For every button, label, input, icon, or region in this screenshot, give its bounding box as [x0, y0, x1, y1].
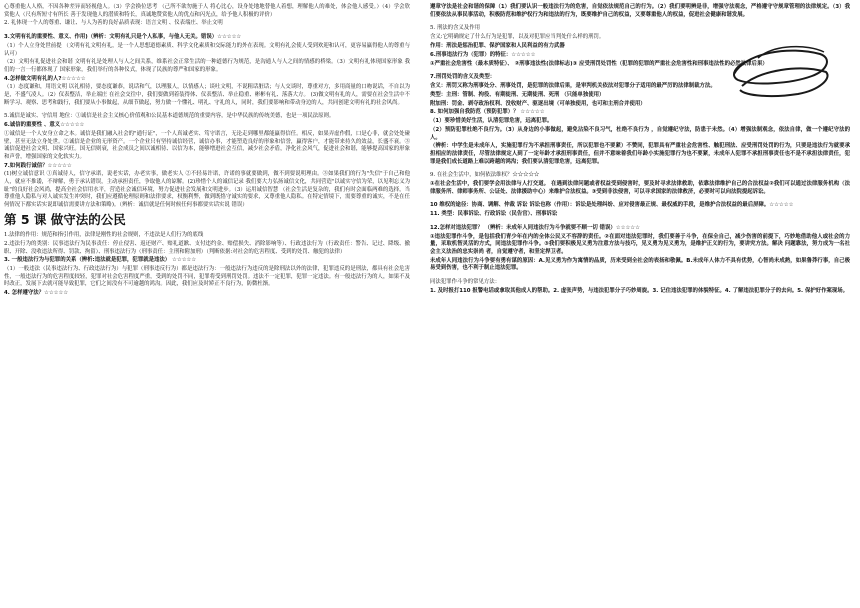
paragraph: 心尊重他人人格，不因各种差异而轻视他人。（3）学会换位思考 （己所不欲勿施于人 将心比心，设身处地地替他人着想，理解他人的难处，体会他人感受。）（4）学会欣赏他人（尺有所短寸有所长 善于发现他人的潜质和特长，真诚地赞赏他人的优点和闪光点，给予他人积极的评价） — [4, 4, 410, 18]
section-heading: 7.如何践行诚信？☆☆☆☆☆ — [4, 162, 72, 169]
paragraph: 2.违法行为的类别：民事违法行为民事责任：停止侵害、返还财产、赔礼道歉、支付违约金、赔偿损失、消除影响等）、行政违法行为（行政责任：警告、记过、降级、撤职、开除、没收违法所得、罚款、拘留）、刑事违法行为（刑事责任：主刑和附加刑）（判断依据:对社会的危害程度、受到的处罚、触犯的法律） — [4, 241, 410, 255]
paragraph: 遵章守法是社会和谐的保障（1）我们要认识一般违法行为的危害，自觉依法规范自己的行为。（2）我们要明辨是非，增强守法观念，严格遵守守规章管理的法律规定。（3）我们要依法从事民事活动，积极防范和维护权行为和违法的行为，既要维护自己的权益，又要尊重他人的权益，促进社会健康和谐发展。 — [430, 4, 850, 18]
paragraph: ①在社会生活中，我们要学会用法律与人打交道。 在遇到法律问题或者权益受到侵害时，要及时寻求法律救助，依靠法律维护自己的合法权益②我们可以通过法律服务机构（法律服务所、律师事务所、公证处、法律援助中心）来维护合法权益。③受到非法侵害，可以寻求国家的法律救济，必要时可以向法院提起诉讼。 — [430, 181, 850, 195]
paragraph: （1）要珍惜美好生活，认清犯罪危害，远离犯罪。 — [430, 118, 553, 125]
lesson-title: 第 5 课 做守法的公民 — [4, 212, 126, 228]
paragraph: 5.诚信是诚实、守信用 地位：①诚信是社会主义核心价值观和公民基本道德规范的重要内容，是中华民族的传统美德，也是一项民法原则。 — [4, 113, 335, 120]
section-heading: 7.刑罚处罚的含义及类型： — [430, 74, 496, 81]
paragraph: (1)树立诚信意识 ①真诚待人，信守承诺，说老实话，办老实事，做老实人 ②不轻易许诺，许诺的事就要做到，做不到要说明理由。③如果我们的行为"失信"于自己和他人，就应不推诿，不辩解，勇于承认错误，主动承担责任，争取他人的谅解。(2)珍惜个人的诚信记录 我们要大力弘扬诚信文化，共同营造"以诚实守信为荣，以见利忘义为耻"的良好社会风尚，提高全社会信用水平，营造社会诚信环境，努力促进社会发展和文明进步。（3）运用诚信智慧 （社会生活是复杂的，我们有时会面临两难的选择，当尊重他人隐私与对人诚实发生冲突时，我们应遵循伦理原则和法律要求，权衡利弊，做到既恪守诚实的要求，又尊重他人隐私。在特定情境下，需要尊重的诚实，不是在任何情况下都实话实说即诚信需要讲方法和策略)。（辨析：诚信就是任何时候任何事都要实话实说 错误） — [4, 171, 410, 208]
paragraph: （辨析：中学生是未成年人，实施犯罪行为不承担刑事责任，所以犯罪也不要紧）不赞同，犯罪具有严重社会危害性、触犯刑法、应受刑罚处罚的行为，只要是违法行为就要承担相应的法律责任，尽管法律规定人到了一定年龄才承担刑事责任，但并不意味着我们年龄小实施犯罪行为也不要紧，未成年人犯罪不承担刑事责任也不是不承担法律责任，犯罪是我们成长道路上难以跨越的鸿沟；我们要认清犯罪危害，远离犯罪。 — [430, 143, 850, 165]
paragraph: 10 维权的途径：协商、调解、仲裁 诉讼 诉讼也称（作用）：诉讼是处理纠纷、应对侵害最正规、最权威的手段，是维护合法权益的最后屏障。☆☆☆☆☆ — [430, 202, 794, 209]
paragraph: 2. 礼体现一个人的尊重、谦让、与人为善的良好品质表现：语言文明 、仪表端庄、举止文明 — [4, 20, 223, 27]
paragraph: 1.法律的作用：规范和指引作用，法律是刚性的社会规则，不违法是人们行为的底线 — [4, 232, 204, 239]
section-heading: 6.刑事违法行为（犯罪）的特征：☆☆☆☆☆ — [430, 51, 536, 58]
section-heading: 12.怎样对违法犯罪？ （辨析：未成年人同违法行为斗争就要不顾一切 错误）☆☆☆☆☆ — [430, 225, 640, 232]
section-heading: 4. 怎样遵守法？☆☆☆☆☆ — [4, 290, 69, 297]
paragraph: ①违法犯罪作斗争，是包括我们青少年在内的全体公民义不容辞的责任。②在面对违法犯罪时，我们要善于斗争，在保全自己，减少伤害的前提下，巧妙地借助他人或社会的力量，采取机智灵活的方式，同违法犯罪作斗争。③我们要积极见义勇为注意方法与技巧，见义勇为见义勇为，是维护正义的行为，要讲究方法。解决 问题靠法，努力成为一名社会主义法治的忠实崇尚 者，自觉遵守者，和坚定捍卫者。 — [430, 233, 850, 255]
paragraph: 作用：刑法是惩治犯罪、保护国家和人民利益的有力武器 — [430, 42, 565, 49]
paragraph: ①严重社会危害性（最本质特征）、 ②刑事违法性(法律标志)③ 应受刑罚处罚性（犯罪的犯罪的严重社会危害性和刑事违法性的必然法律后果） — [430, 60, 768, 67]
paragraph: （1）一般违法（民事违法行为、行政违法行为）与犯罪（刑事违反行为）都是违法行为：一般违法行为违反的是除刑法以外的法律，犯罪违反的是刑法，都具有社会危害性，一般违法行为的危害程度较轻，犯罪对社会危害程度严重，受到的处罚不同，犯罪将受到刑罚处罚。违法不一定犯罪，犯罪一定违法。有一般违法行为的人，如果不及时改正，发展下去就可能导致犯罪，它们之间没有不可逾越的鸿沟。因此，我们应及时矫正不良行为，防微杜渐。 — [4, 266, 410, 288]
section-heading: 6.诚信的重要性 、意义☆☆☆☆☆ — [4, 122, 85, 129]
section-heading: 8. 如何加强自我防范（预防犯罪）？ ☆☆☆☆☆ — [430, 109, 545, 116]
section-heading: 4.怎样做文明有礼的人?☆☆☆☆☆ — [4, 75, 86, 82]
paragraph: 11. 类型：民事诉讼、行政诉讼（民告官）、刑事诉讼 — [430, 211, 558, 218]
paragraph: ①诚信是一个人安身立命之本。诚信是我们融入社会的"通行证"，一个人真诚老实、笃守诺言，无论走到哪里都能赢得信任。相反，如果弄虚作假，口是心非，就会处处碰壁，甚至无法立身处世。②诚信是企业的无形资产。一个企业只有坚持诚信经营，诚信办事，才能塑造良好的形象和信誉，赢得客户，才能带来持久的效益，长盛不衰。③诚信促进社会文明、国家兴旺。国无信则衰，社会成员之间以诚相待、以信为本，能够增进社会互信，减少社会矛盾，净化社会风气，促进社会和谐，能够提高国家的形象和声誉，增强国家的文化软实力。 — [4, 131, 410, 160]
right-column — [430, 4, 850, 297]
paragraph: 1. 及时报打110 报警电话或拿取其他成人的帮助。2. 虚张声势，与违法犯罪分子巧妙周旋。3. 记住违法犯罪的体貌特征。4. 了解违法犯罪分子的去向。5. 保护好作案现场。 — [430, 287, 849, 294]
paragraph: （1）态度谦和，用语文明 以礼相待，要态度谦恭，说话和气，以理服人，以情感人；谈吐文明，不说粗话脏话；与人交谈时，尊重对方，多用商量的口吻说话，不自以为是，不盛气凌人。（2）仪表整洁，举止端庄 在社会交往中，我们要做到着装得体、仪表整洁、举止稳重、彬彬有礼、落落大方。 (3)做文明有礼的人，需要在社会生活中不断学习、观察、思考和践行，我们要从小事做起，从细节做起，努力做一个懂礼、明礼、守礼的人，同时，我们要影响和带动身边的人，共同创建文明有礼的社会风尚。 — [4, 84, 410, 106]
section-heading: 5. 刑法的含义及作用 — [430, 25, 480, 32]
paragraph: 未成年人同违法行为斗争要有勇有谋的原因：A.见义勇为作为寓情的品质，历来受到全社会的表扬和敬佩。B.未成年人体力不具有优势，心智尚未成熟，如果鲁莽行事，自己极易受到伤害，也不利于制止违法犯罪。 — [430, 257, 850, 272]
section-heading: 3. 一般违法行为与犯罪的关系（辨析:违法就是犯罪，犯罪就是违法） ☆☆☆☆☆ — [4, 257, 197, 264]
paragraph: 类型：主刑：管制、拘役、有期徒刑、无期徒刑、死刑 （只能单独使用） — [430, 91, 605, 98]
section-heading: 3.文明有礼的重要性、意义、作用)（辨析：文明有礼只是个人私事，与他人无关。错误）☆☆☆☆☆ — [4, 34, 242, 41]
section-heading: 9. 在社会生活中，如何依法维权？☆☆☆☆☆ — [430, 172, 540, 179]
paragraph: （2）预防犯罪杜绝不良行为。（3）从身边的小事做起，避免沾染不良习气，杜绝不良行为 ，自觉遵纪守法，防患于未然。（4）增强法制观念，依法自律，做一个遵纪守法的人。 — [430, 126, 850, 141]
paragraph: 含义:它明确规定了什么行为是犯罪，以及对犯罪应当判处什么样的刑罚。 — [430, 34, 605, 41]
left-column — [4, 4, 410, 299]
section-heading: 同法犯罪作斗争的常见方法： — [430, 279, 501, 286]
paragraph: （1）个人立身处世前提 （文明有礼文明有礼，是一个人思想道德素质、科学文化素质和交际能力的外在表现。文明有礼会使人受到欢迎和认可，更容易赢得他人的尊重与认可） — [4, 42, 410, 57]
paragraph: 含义：刑罚又称为刑事处分、刑事处罚，是犯罪的法律后果，是审判机关依法对犯罪分子适用的最严厉的法律制裁方法。 — [430, 83, 716, 90]
paragraph: 附加刑：罚金、剥夺政治权利、没收财产、驱逐出境（可单独使用，也可和主刑合并使用） — [430, 100, 646, 107]
paragraph: （2）文明有礼促进社会和谐 文明有礼是处理人与人之间关系，维系社会正常生活的一种道德行为规范，是沟通人与人之间的情感的桥梁。（3）文明有礼体现国家形象 我们的一言一行都体现了 国家形象，我们举行的各种仪式，体现了民族的尊严和国家的形象。 — [4, 59, 410, 73]
